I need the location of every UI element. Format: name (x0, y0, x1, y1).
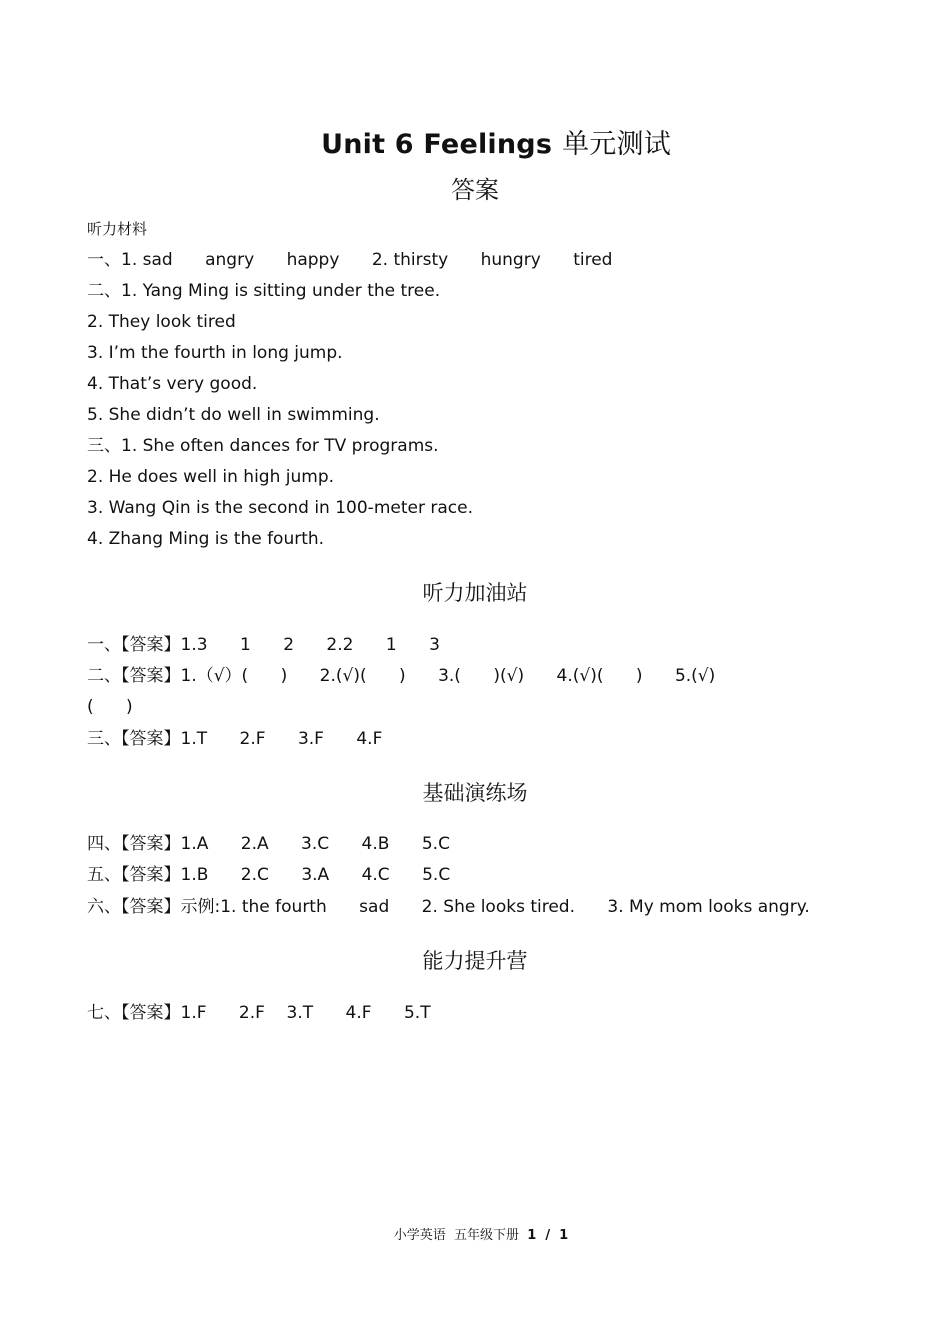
page-title (0, 122, 950, 161)
page-title-main: Unit 6 Feelings (321, 129, 553, 160)
listening-line: 5. She didn’t do well in swimming. (87, 405, 380, 425)
listening-line: 二、1. Yang Ming is sitting under the tree. (87, 281, 441, 301)
section-heading-listening: 听力加油站 (422, 581, 528, 605)
page-number: 1 / 1 (527, 1228, 569, 1243)
listening-material-label: 听力材料 (87, 220, 148, 238)
page-footer (0, 1226, 950, 1246)
page-title-cn: 单元测试 (562, 129, 671, 160)
listening-line: 三、1. She often dances for TV programs. (87, 436, 439, 456)
answer-line: 二、【答案】1.（√）( ) 2.(√)( ) 3.( )(√) 4.(√)( ) 5.(√) (87, 666, 716, 686)
listening-line: 3. I’m the fourth in long jump. (87, 343, 343, 363)
listening-line: 3. Wang Qin is the second in 100-meter race. (87, 498, 473, 518)
listening-line: 2. They look tired (87, 312, 236, 332)
answer-line: 五、【答案】1.B 2.C 3.A 4.C 5.C (87, 865, 451, 885)
answer-line: 三、【答案】1.T 2.F 3.F 4.F (87, 729, 383, 749)
answer-line: 六、【答案】示例:1. the fourth sad 2. She looks tired. 3. My mom looks angry. (87, 897, 810, 917)
section-heading-ability: 能力提升营 (422, 949, 528, 973)
page-subtitle: 答案 (451, 176, 499, 204)
footer-text: 小学英语 五年级下册 (393, 1228, 528, 1243)
listening-line: 一、1. sad angry happy 2. thirsty hungry tired (87, 250, 613, 270)
answer-line: ( ) (87, 697, 133, 717)
answer-line: 一、【答案】1.3 1 2 2.2 1 3 (87, 635, 440, 655)
listening-line: 4. That’s very good. (87, 374, 258, 394)
section-heading-basics: 基础演练场 (422, 781, 528, 805)
answer-line: 四、【答案】1.A 2.A 3.C 4.B 5.C (87, 834, 450, 854)
listening-line: 2. He does well in high jump. (87, 467, 335, 487)
listening-line: 4. Zhang Ming is the fourth. (87, 529, 325, 549)
answer-line: 七、【答案】1.F 2.F 3.T 4.F 5.T (87, 1003, 431, 1023)
